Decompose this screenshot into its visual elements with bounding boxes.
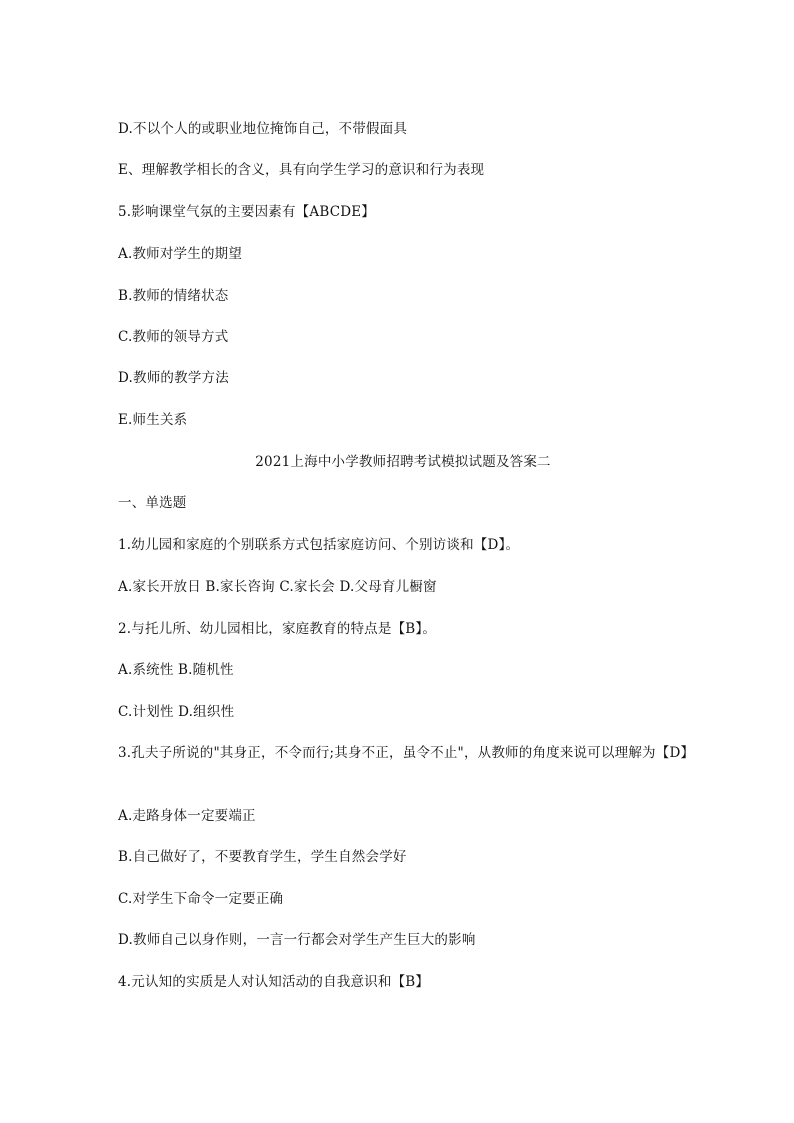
question-5: 5.影响课堂气氛的主要因素有【ABCDE】: [118, 204, 376, 220]
q5-option-b: B.教师的情绪状态: [118, 288, 229, 304]
q1-options: A.家长开放日 B.家长咨询 C.家长会 D.父母育儿橱窗: [118, 579, 437, 595]
question-1: 1.幼儿园和家庭的个别联系方式包括家庭访问、个别访谈和【D】。: [118, 537, 520, 553]
section-title: 2021上海中小学教师招聘考试模拟试题及答案二: [255, 454, 551, 470]
q5-option-c: C.教师的领导方式: [118, 329, 229, 345]
q5-option-e: E.师生关系: [118, 412, 188, 428]
option-d-line: D.不以个人的或职业地位掩饰自己，不带假面具: [118, 121, 408, 137]
question-2: 2.与托儿所、幼儿园相比，家庭教育的特点是【B】。: [118, 621, 437, 637]
q3-option-d: D.教师自己以身作则，一言一行都会对学生产生巨大的影响: [118, 932, 476, 948]
q3-option-c: C.对学生下命令一定要正确: [118, 891, 284, 907]
question-3: 3.孔夫子所说的"其身正，不令而行;其身不正，虽令不止"，从教师的角度来说可以理解为【D】: [118, 745, 695, 761]
q2-options-cd: C.计划性 D.组织性: [118, 704, 235, 720]
q3-option-a: A.走路身体一定要端正: [118, 808, 256, 824]
q3-option-b: B.自己做好了，不要教育学生，学生自然会学好: [118, 849, 407, 865]
q5-option-a: A.教师对学生的期望: [118, 246, 243, 262]
section-heading-single-choice: 一、单选题: [118, 495, 187, 511]
q2-options-ab: A.系统性 B.随机性: [118, 662, 234, 678]
q5-option-d: D.教师的教学方法: [118, 370, 229, 386]
question-4: 4.元认知的实质是人对认知活动的自我意识和【B】: [118, 974, 430, 990]
option-e-line: E、理解教学相长的含义，具有向学生学习的意识和行为表现: [118, 162, 485, 178]
